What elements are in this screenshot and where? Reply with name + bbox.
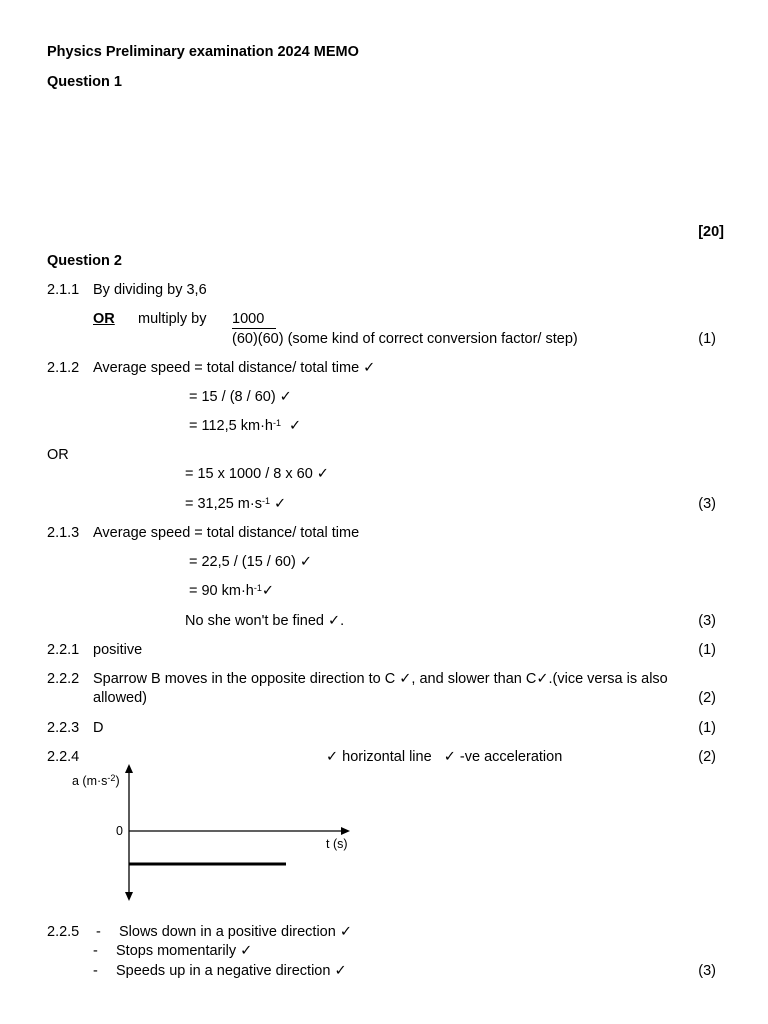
q224-number: 2.2.4 — [47, 749, 80, 765]
q213-line3-text: = 90 km·h — [189, 583, 254, 599]
q211-numerator: 1000 — [232, 310, 276, 329]
y-axis-arrow-down — [125, 892, 133, 901]
q224-marks: (2) — [698, 749, 716, 765]
q222-line2: allowed) — [93, 690, 147, 706]
y-axis-label — [72, 772, 120, 790]
y-axis-label-text: a (m·s — [72, 774, 108, 788]
q225-dash-3: - — [93, 963, 98, 979]
q225-dash-1: - — [96, 924, 101, 940]
q225-item-2: Stops momentarily ✓ — [116, 943, 253, 959]
q223-number: 2.2.3 — [47, 720, 80, 736]
question-1-heading: Question 1 — [47, 74, 122, 90]
q213-line3-sup: -1 — [253, 583, 262, 593]
q212-line3 — [189, 417, 301, 435]
q222-line1: Sparrow B moves in the opposite direction to C ✓, and slower than C✓.(vice versa is also — [93, 671, 668, 687]
q212-or: OR — [47, 447, 69, 463]
q211-marks: (1) — [698, 331, 716, 347]
q212-line3-text: = 112,5 km·h — [189, 418, 273, 434]
y-axis-label-close: ) — [115, 774, 120, 788]
question-1-total: [20] — [698, 224, 724, 240]
q225-dash-2: - — [93, 943, 98, 959]
q212-number: 2.1.2 — [47, 360, 80, 376]
q212-line4: = 15 x 1000 / 8 x 60 ✓ — [185, 466, 329, 482]
q213-number: 2.1.3 — [47, 525, 80, 541]
q213-marks: (3) — [698, 613, 716, 629]
y-axis-label-sup: -2 — [107, 773, 116, 783]
q222-marks: (2) — [698, 690, 716, 706]
q213-line3 — [189, 582, 274, 600]
q211-number: 2.1.1 — [47, 282, 80, 298]
x-axis-label: t (s) — [326, 837, 348, 851]
q212-line3-tick: ✓ — [280, 418, 302, 434]
q212-line3-sup: -1 — [272, 418, 281, 428]
q225-item-1: Slows down in a positive direction ✓ — [119, 924, 352, 940]
q223-answer: D — [93, 720, 104, 736]
q211-multiply: multiply by — [138, 311, 207, 327]
q213-line3-tick: ✓ — [261, 583, 275, 599]
q225-marks: (3) — [698, 963, 716, 979]
q212-line2: = 15 / (8 / 60) ✓ — [189, 389, 292, 405]
x-axis-arrow — [341, 827, 350, 835]
q212-marks: (3) — [698, 496, 716, 512]
q211-answer: By dividing by 3,6 — [93, 282, 207, 298]
q224-criteria: ✓ horizontal line ✓ -ve acceleration — [326, 749, 563, 765]
q212-line5-text: = 31,25 m·s — [185, 496, 262, 512]
q212-line5-tick: ✓ — [269, 496, 287, 512]
q212-line5-sup: -1 — [261, 496, 270, 506]
origin-label: 0 — [116, 824, 123, 838]
q211-or: OR — [93, 311, 115, 327]
q211-denominator: (60)(60) (some kind of correct conversion factor/ step) — [232, 331, 578, 347]
q213-line2: = 22,5 / (15 / 60) ✓ — [189, 554, 312, 570]
q225-item-3: Speeds up in a negative direction ✓ — [116, 963, 347, 979]
q221-answer: positive — [93, 642, 143, 658]
acceleration-time-graph — [60, 760, 370, 910]
q221-marks: (1) — [698, 642, 716, 658]
q212-line1: Average speed = total distance/ total time ✓ — [93, 360, 376, 376]
q225-number: 2.2.5 — [47, 924, 80, 940]
q212-line5 — [185, 495, 286, 513]
y-axis-arrow-up — [125, 764, 133, 773]
q223-marks: (1) — [698, 720, 716, 736]
q213-line1: Average speed = total distance/ total time — [93, 525, 360, 541]
question-2-heading: Question 2 — [47, 253, 122, 269]
q213-line4: No she won't be fined ✓. — [185, 613, 345, 629]
page-title: Physics Preliminary examination 2024 MEMO — [47, 44, 359, 60]
q222-number: 2.2.2 — [47, 671, 80, 687]
q221-number: 2.2.1 — [47, 642, 80, 658]
